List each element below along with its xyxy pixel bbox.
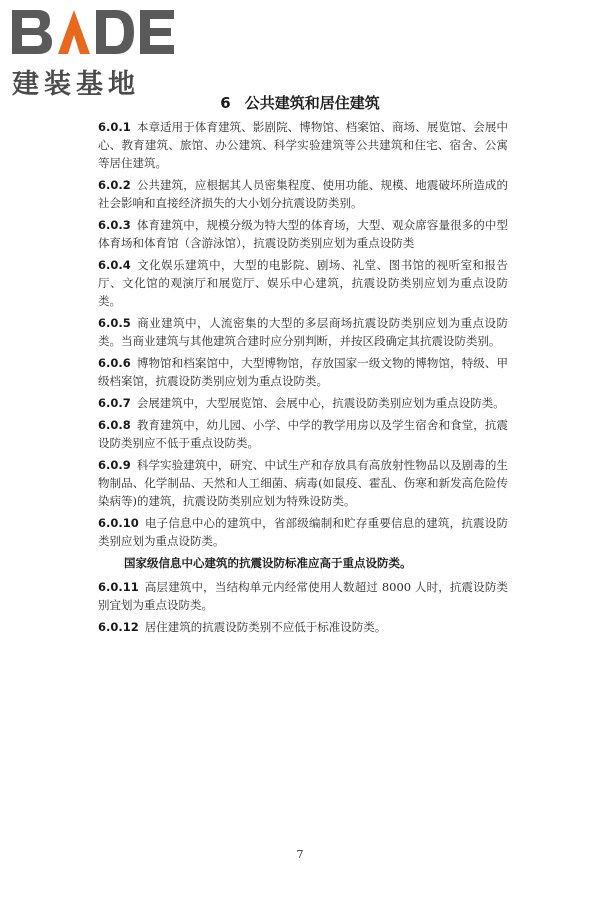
bade-logo-mark xyxy=(8,4,178,60)
clause-6-0-7: 6.0.7 会展建筑中，大型展览馆、会展中心，抗震设防类别应划为重点设防类。 xyxy=(98,396,505,410)
page-number: 7 xyxy=(296,848,304,861)
chapter-title: 公共建筑和居住建筑 xyxy=(244,94,380,112)
clause-6-0-10: 6.0.10 电子信息中心的建筑中，省部级编制和贮存重要信息的建筑，抗震设防类别应划为重点设防类。 xyxy=(98,516,508,548)
chapter-number: 6 xyxy=(220,94,231,112)
clause-6-0-6: 6.0.6 博物馆和档案馆中，大型博物馆，存放国家一级文物的博物馆，特级、甲级档案馆，抗震设防类别应划为重点设防类。 xyxy=(98,356,508,388)
clause-6-0-11: 6.0.11 高层建筑中，当结构单元内经常使用人数超过 8000 人时，抗震设防类别宜划为重点设防类。 xyxy=(98,580,508,612)
clause-6-0-2: 6.0.2 公共建筑，应根据其人员密集程度、使用功能、规模、地震破坏所造成的社会影响和直接经济损失的大小划分抗震设防类别。 xyxy=(98,178,508,210)
clause-6-0-9: 6.0.9 科学实验建筑中，研究、中试生产和存放具有高放射性物品以及剧毒的生物制品、化学制品、天然和人工细菌、病毒(如鼠疫、霍乱、伤寒和新发高危险传染病等)的建筑，抗震设防类别应划为特殊设防类。 xyxy=(98,458,508,508)
document-body xyxy=(98,118,508,640)
clause-6-0-4: 6.0.4 文化娱乐建筑中，大型的电影院、剧场、礼堂、图书馆的视听室和报告厅、文化馆的观演厅和展览厅、娱乐中心建筑，抗震设防类别应划为重点设防类。 xyxy=(98,258,508,308)
bold-note: 国家级信息中心建筑的抗震设防标准应高于重点设防类。 xyxy=(124,556,412,570)
clause-6-0-3: 6.0.3 体育建筑中，规模分级为特大型的体育场，大型、观众席容量很多的中型体育场和体育馆（含游泳馆），抗震设防类别应划为重点设防类 xyxy=(98,218,508,250)
clause-6-0-1: 6.0.1 本章适用于体育建筑、影剧院、博物馆、档案馆、商场、展览馆、会展中心、教育建筑、旅馆、办公建筑、科学实验建筑等公共建筑和住宅、宿舍、公寓等居住建筑。 xyxy=(98,120,508,170)
bade-logo xyxy=(8,4,178,100)
logo-subtitle: 建装基地 xyxy=(12,69,140,100)
clause-6-0-5: 6.0.5 商业建筑中，人流密集的大型的多层商场抗震设防类别应划为重点设防类。当商业建筑与其他建筑合建时应分别判断，并按区段确定其抗震设防类别。 xyxy=(98,316,508,348)
clause-6-0-12: 6.0.12 居住建筑的抗震设防类别不应低于标准设防类。 xyxy=(98,620,387,634)
clause-6-0-8: 6.0.8 教育建筑中，幼儿园、小学、中学的教学用房以及学生宿舍和食堂，抗震设防类别应不低于重点设防类。 xyxy=(98,418,508,450)
page-title xyxy=(0,92,600,113)
